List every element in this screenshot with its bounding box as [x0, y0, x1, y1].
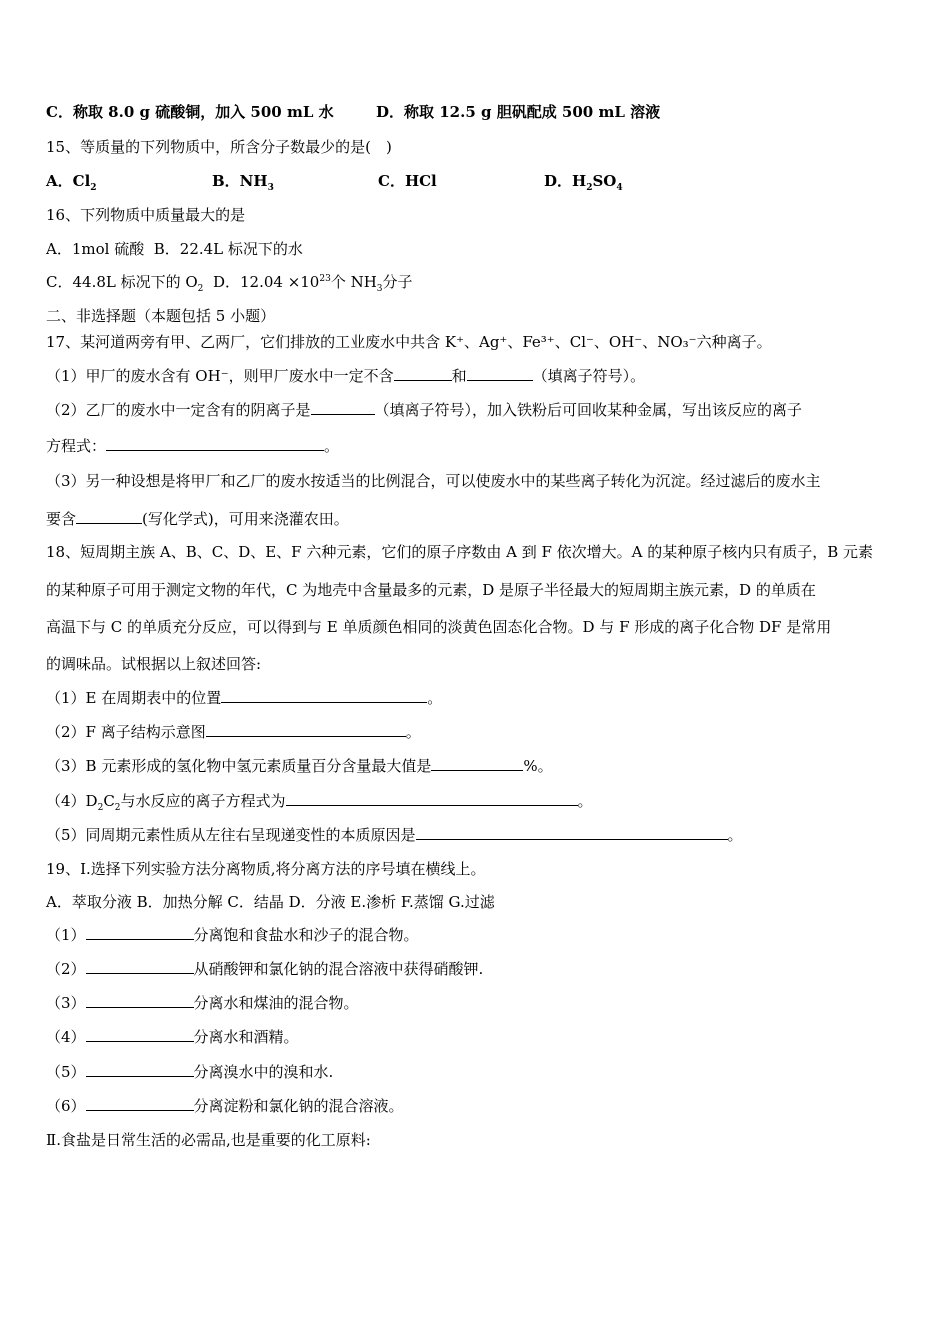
q18-part4: $(4)D_2C_2$与水反应的离子方程式为 。: [46, 792, 593, 813]
answer-blank[interactable]: [86, 925, 194, 940]
section-heading: 二、非选择题（本题包括 5 小题）: [46, 307, 276, 325]
q16-option-b: B．22.4L 标况下的水: [153, 240, 303, 258]
q15-option-c: C．HCl: [378, 172, 437, 190]
answer-blank[interactable]: [86, 1096, 194, 1111]
answer-blank[interactable]: [416, 825, 728, 840]
q15-stem: 15、等质量的下列物质中，所含分子数最少的是( ): [46, 138, 392, 156]
q19-item-6: （6） 分离淀粉和氯化钠的混合溶液。: [46, 1097, 404, 1115]
q19-item-4: （4） 分离水和酒精。: [46, 1028, 299, 1046]
q17-part2-cont: 方程式： 。: [46, 437, 340, 455]
q14-option-d: D．称取 12.5 g 胆矾配成 500 mL 溶液: [376, 103, 661, 121]
q15-option-b: B．$NH_3$: [212, 172, 274, 193]
q19-item-1: （1） 分离饱和食盐水和沙子的混合物。: [46, 926, 419, 944]
q17-part3: （3）另一种设想是将甲厂和乙厂的废水按适当的比例混合，可以使废水中的某些离子转化为沉淀。经过滤后的废水主: [46, 472, 821, 490]
q19-item-5: （5） 分离溴水中的溴和水.: [46, 1063, 334, 1081]
q14-options-row: [46, 102, 660, 122]
answer-blank[interactable]: [86, 1062, 194, 1077]
q16-options-cd: [46, 272, 413, 292]
q16-option-a: A．1mol 硫酸: [46, 240, 145, 258]
q15-option-d: D．$H_2SO_4$: [544, 172, 623, 193]
answer-blank[interactable]: [86, 993, 194, 1008]
answer-blank[interactable]: [76, 509, 142, 524]
q18-part2: （2）F 离子结构示意图 。: [46, 723, 421, 741]
q19-item-2: （2） 从硝酸钾和氯化钠的混合溶液中获得硝酸钾.: [46, 960, 484, 978]
answer-blank[interactable]: [286, 791, 578, 806]
q17-stem: 17、某河道两旁有甲、乙两厂，它们排放的工业废水中共含 K⁺、Ag⁺、Fe³⁺、Cl⁻、OH⁻、NO₃⁻六种离子。: [46, 333, 772, 351]
q16-option-d: D．$12.04 \times 10^{23}$个 $NH_3$分子: [212, 273, 413, 294]
answer-blank[interactable]: [431, 756, 523, 771]
q16-options-ab: [46, 239, 303, 259]
answer-blank[interactable]: [221, 688, 427, 703]
q15-options-row: [46, 171, 623, 191]
answer-blank[interactable]: [206, 722, 406, 737]
q16-stem: 16、下列物质中质量最大的是: [46, 206, 246, 224]
q17-part3-cont: 要含 (写化学式)，可用来浇灌农田。: [46, 510, 349, 528]
answer-blank[interactable]: [467, 366, 533, 381]
answer-blank[interactable]: [311, 400, 375, 415]
q18-part1: （1）E 在周期表中的位置 。: [46, 689, 443, 707]
q17-part2: （2）乙厂的废水中一定含有的阴离子是 （填离子符号），加入铁粉后可回收某种金属，写出该反应的离子: [46, 401, 803, 419]
q17-part1: （1）甲厂的废水含有 OH⁻，则甲厂废水中一定不含 和 （填离子符号）。: [46, 367, 646, 385]
q18-stem-line3: 高温下与 C 的单质充分反应，可以得到与 E 单质颜色相同的淡黄色固态化合物。D 与 F 形成的离子化合物 DF 是常用: [46, 618, 832, 636]
q19-part2-heading: Ⅱ.食盐是日常生活的必需品,也是重要的化工原料:: [46, 1131, 371, 1149]
q19-item-3: （3） 分离水和煤油的混合物。: [46, 994, 359, 1012]
q19-stem: 19、Ⅰ.选择下列实验方法分离物质,将分离方法的序号填在横线上。: [46, 860, 486, 878]
answer-blank[interactable]: [394, 366, 452, 381]
q14-option-c: C．称取 8.0 g 硫酸铜，加入 500 mL 水: [46, 103, 334, 121]
q18-stem-line1: 18、短周期主族 A、B、C、D、E、F 六种元素，它们的原子序数由 A 到 F 依次增大。A 的某种原子核内只有质子，B 元素: [46, 543, 874, 561]
answer-blank[interactable]: [86, 959, 194, 974]
q18-part3: （3）B 元素形成的氢化物中氢元素质量百分含量最大值是 %。: [46, 757, 553, 775]
q16-option-c: C．44.8L 标况下的 $O_2$: [46, 273, 204, 294]
q19-options: A．萃取分液 B．加热分解 C．结晶 D．分液 E.渗析 F.蒸馏 G.过滤: [46, 893, 495, 911]
answer-blank[interactable]: [106, 436, 324, 451]
q15-option-a: A．$Cl_2$: [46, 172, 97, 193]
q18-part5: （5）同周期元素性质从左往右呈现递变性的本质原因是 。: [46, 826, 743, 844]
q18-stem-line4: 的调味品。试根据以上叙述回答:: [46, 655, 262, 673]
answer-blank[interactable]: [86, 1027, 194, 1042]
q18-stem-line2: 的某种原子可用于测定文物的年代，C 为地壳中含量最多的元素，D 是原子半径最大的短周期主族元素，D 的单质在: [46, 581, 816, 599]
